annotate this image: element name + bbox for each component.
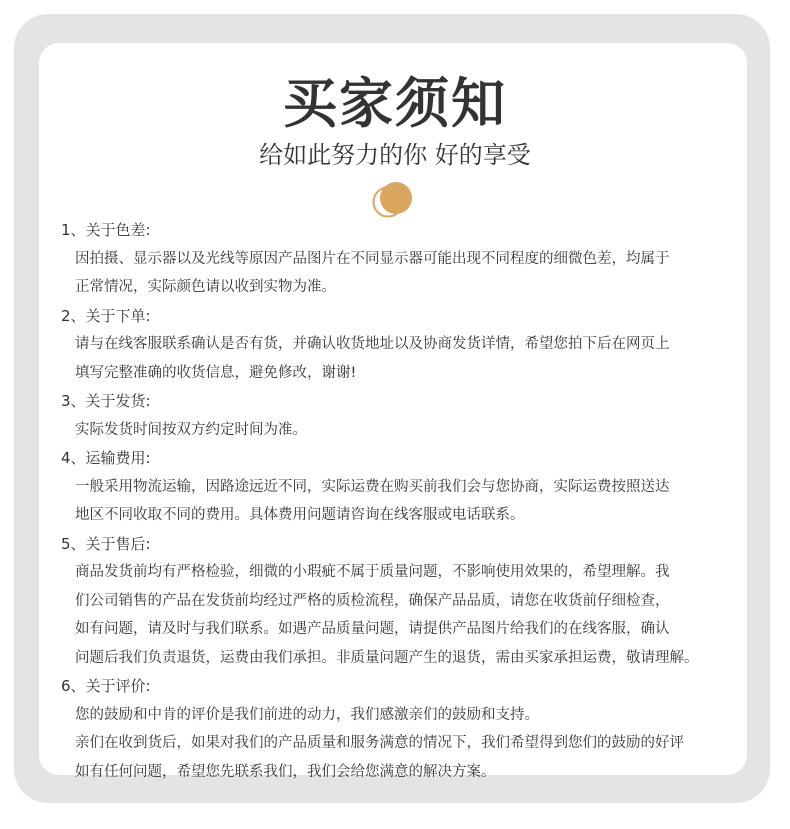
section-heading-after-sales: 5、关于售后: <box>61 534 151 553</box>
section-line: 如有任何问题，希望您先联系我们，我们会给您满意的解决方案。 <box>75 763 496 780</box>
section-line: 如有问题，请及时与我们联系。如遇产品质量问题，请提供产品图片给我们的在线客服，确认 <box>75 621 670 637</box>
section-heading-shipping: 3、关于发货: <box>61 392 151 410</box>
section-line: 您的鼓励和中肯的评价是我们前进的动力，我们感激亲们的鼓励和支持。 <box>75 706 539 723</box>
section-line: 问题后我们负责退货，运费由我们承担。非质量问题产生的退货，需由买家承担运费，敬请理解。 <box>75 649 699 666</box>
section-line: 实际发货时间按双方约定时间为准。 <box>75 421 307 438</box>
section-heading-reviews: 6、关于评价: <box>61 677 151 695</box>
section-line: 一般采用物流运输，因路途远近不同，实际运费在购买前我们会与您协商，实际运费按照送达 <box>75 478 670 495</box>
section-line: 填写完整准确的收货信息，避免修改，谢谢! <box>75 364 357 381</box>
notice-content <box>61 216 761 786</box>
section-heading-color-difference: 1、关于色差: <box>61 221 151 239</box>
section-line: 正常情况，实际颜色请以收到实物为准。 <box>75 279 336 295</box>
section-heading-freight: 4、运输费用: <box>61 449 151 467</box>
section-line: 因拍摄、显示器以及光线等原因产品图片在不同显示器可能出现不同程度的细微色差，均属于 <box>75 250 670 267</box>
section-line: 亲们在收到货后，如果对我们的产品质量和服务满意的情况下，我们希望得到您们的鼓励的好评 <box>75 735 684 751</box>
page-title: 买家须知 <box>283 72 507 135</box>
page-subtitle: 给如此努力的你 好的享受 <box>259 141 531 169</box>
section-line: 商品发货前均有严格检验，细微的小瑕疵不属于质量问题，不影响使用效果的，希望理解。我 <box>75 564 670 580</box>
section-line: 地区不同收取不同的费用。具体费用问题请咨询在线客服或电话联系。 <box>75 507 525 523</box>
section-heading-ordering: 2、关于下单: <box>61 306 151 325</box>
section-line: 请与在线客服联系确认是否有货，并确认收货地址以及协商发货详情，希望您拍下后在网页上 <box>75 336 670 352</box>
section-line: 们公司销售的产品在发货前均经过严格的质检流程，确保产品品质，请您在收货前仔细检查， <box>75 592 670 609</box>
